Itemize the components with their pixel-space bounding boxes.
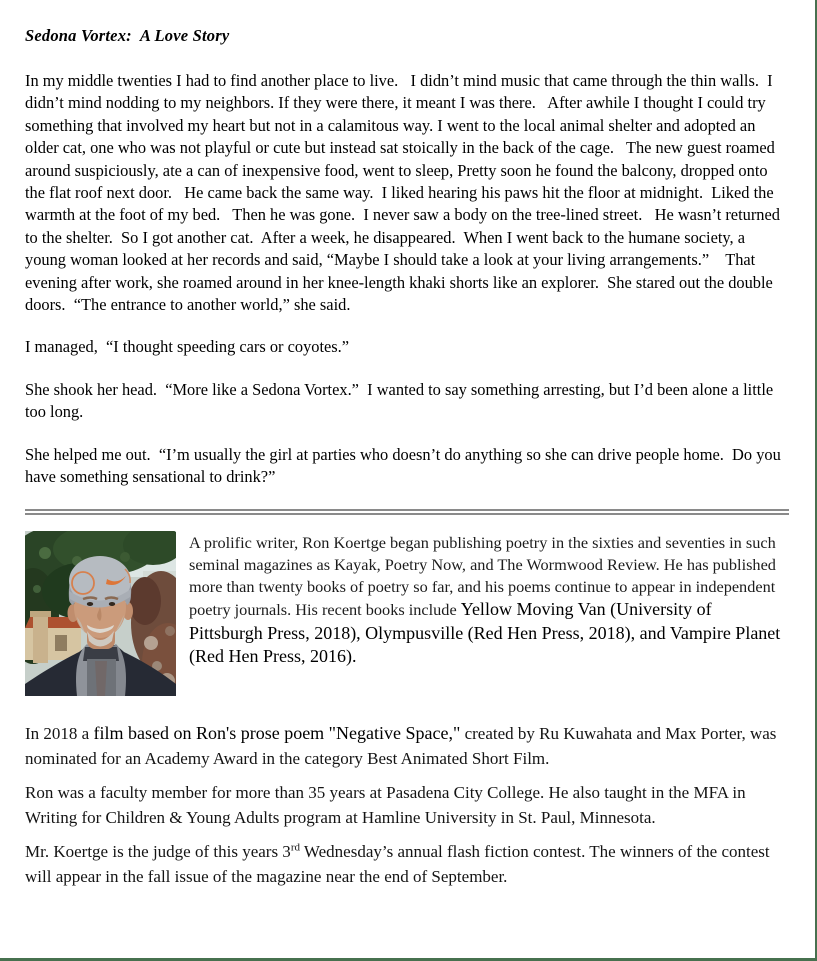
film-paragraph — [25, 721, 789, 771]
section-divider — [25, 509, 789, 515]
story-paragraph: She helped me out. “I’m usually the girl at parties who doesn’t do anything so she can drive people home. Do you have something sensational to drink?” — [25, 444, 785, 487]
judge-paragraph — [25, 839, 789, 889]
film-highlight: film based on Ron's prose poem "Negative Space," — [93, 722, 461, 743]
story-paragraph: In my middle twenties I had to find another place to live. I didn’t mind music that came through the thin walls. I didn’t mind nodding to my neighbors. If they were there, it meant I was there. After awhile I thought I could try something that involved my heart but not in a calamitous way. I went to the local animal shelter and adopted an older cat, one who was not playful or cute but instead sat stoically in the back of the cage. The new guest roamed around suspiciously, ate a can of inexpensive food, went to sleep, Pretty soon he found the balcony, dropped onto the flat roof next door. He came back the same way. I liked hearing his paws hit the floor at midnight. Liked the warmth at the foot of my bed. Then he was gone. I never saw a body on the tree-lined street. He wasn’t returned to the shelter. So I got another cat. After a week, he disappeared. When I went back to the humane society, a young woman looked at her records and said, “Maybe I should take a look at your living arrangements.” That evening after work, she roamed around in her knee-length khaki shorts like an explorer. She stared out the double doors. “The entrance to another world,” she said. — [25, 71, 785, 315]
author-bio-text — [189, 531, 789, 669]
author-bio-section — [25, 531, 789, 696]
faculty-paragraph: Ron was a faculty member for more than 35 years at Pasadena City College. He also taught in the MFA in Writing for Children & Young Adults program at Hamline University in St. Paul, Minnesota. — [25, 782, 746, 827]
ordinal-superscript: rd — [290, 840, 300, 853]
film-suffix: created by Ru Kuwahata and Max Porter, was nominated for an Academy Award in the category Best Animated Short Film. — [25, 723, 777, 768]
story-paragraph: She shook her head. “More like a Sedona Vortex.” I wanted to say something arresting, but I’d been alone a little too long. — [25, 379, 778, 422]
bio-body: A prolific writer, Ron Koertge began publishing poetry in the sixties and seventies in such seminal magazines as Kayak, Poetry Now, and The Wormwood Review. He has published more than twenty books of poetry so far, and his poems continue to appear in independent poetry journals. His recent books include — [189, 532, 776, 620]
story-title: Sedona Vortex: A Love Story — [25, 26, 230, 45]
bio-book-titles: Yellow Moving Van (University of Pittsburgh Press, 2018), Olympusville (Red Hen Press, 2018), and Vampire Planet (Red Hen Press, 2016). — [189, 599, 781, 666]
film-prefix: In 2018 a — [25, 723, 94, 743]
author-photo — [25, 531, 176, 696]
story-paragraph: I managed, “I thought speeding cars or coyotes.” — [25, 337, 350, 357]
judge-suffix: Wednesday’s annual flash fiction contest. The winners of the contest will appear in the fall issue of the magazine near the end of September. — [25, 841, 770, 886]
judge-prefix: Mr. Koertge is the judge of this years 3 — [25, 841, 291, 861]
